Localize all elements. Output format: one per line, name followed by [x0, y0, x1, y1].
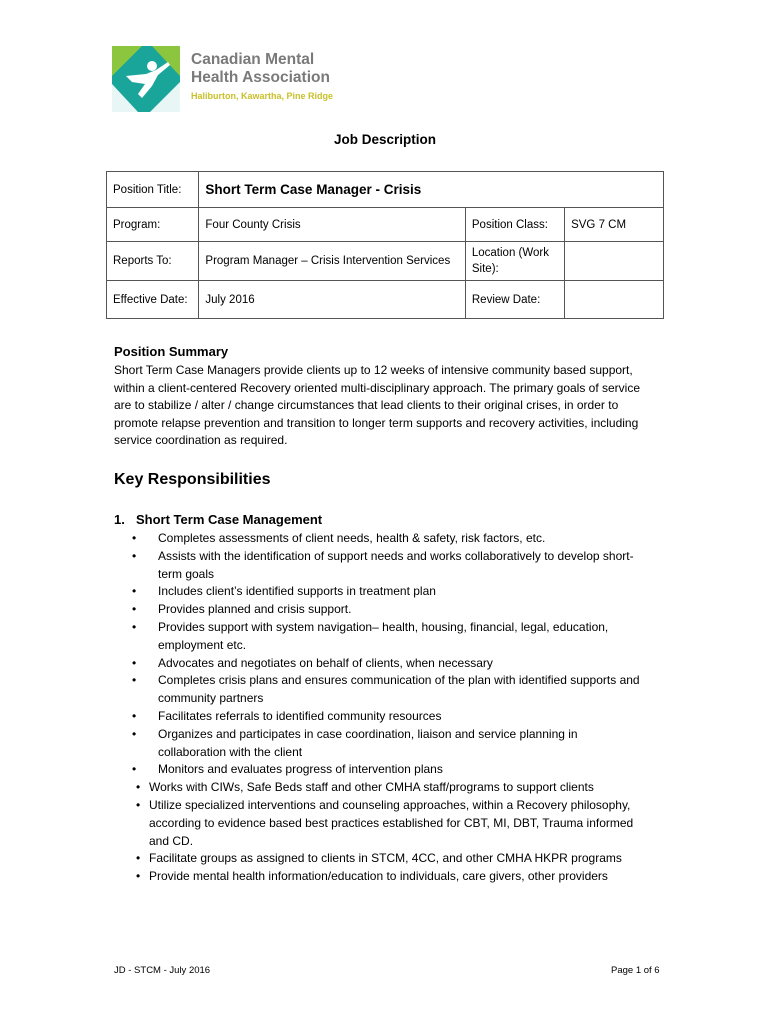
list-item-text: Provides support with system navigation– health, housing, financial, legal, education, employment etc.	[158, 619, 609, 652]
list-item-text: Includes client’s identified supports in treatment plan	[158, 584, 436, 599]
bullet-icon: •	[132, 619, 137, 634]
key-responsibilities-heading: Key Responsibilities	[114, 471, 271, 488]
program-label: Program:	[107, 208, 199, 242]
section-1-title: Short Term Case Management	[136, 512, 323, 527]
position-title-value: Short Term Case Manager - Crisis	[199, 172, 664, 208]
footer-doc-ref: JD - STCM - July 2016	[114, 965, 211, 976]
list-item-text: Advocates and negotiates on behalf of clients, when necessary	[158, 655, 493, 670]
list-item-text: Provides planned and crisis support.	[158, 602, 352, 617]
list-item-text: Monitors and evaluates progress of intervention plans	[158, 762, 443, 777]
program-value: Four County Crisis	[199, 208, 465, 242]
table-row	[107, 172, 664, 208]
list-item-text: Completes assessments of client needs, health & safety, risk factors, etc.	[158, 531, 546, 545]
section-1-heading	[114, 512, 322, 527]
list-item	[136, 779, 649, 797]
bullet-icon: •	[132, 708, 137, 723]
list-item	[132, 655, 648, 673]
list-item-text: Works with CIWs, Safe Beds staff and other CMHA staff/programs to support clients	[149, 780, 594, 795]
list-item	[132, 619, 648, 655]
position-title-label: Position Title:	[107, 172, 199, 208]
list-item	[136, 850, 649, 868]
position-summary-heading: Position Summary	[114, 344, 229, 359]
footer-page-number: Page 1 of 6	[611, 965, 660, 976]
list-item-text: Completes crisis plans and ensures communication of the plan with identified supports and community partners	[158, 673, 640, 706]
bullet-icon: •	[132, 762, 137, 777]
location-value	[565, 242, 664, 281]
list-item	[132, 761, 648, 779]
position-class-label: Position Class:	[465, 208, 564, 242]
list-item-text: Provide mental health information/education to individuals, care givers, other providers	[149, 869, 608, 884]
review-date-value	[565, 281, 664, 319]
list-item	[132, 708, 648, 726]
list-item	[132, 726, 648, 762]
document-title: Job Description	[333, 132, 436, 147]
list-item	[132, 530, 648, 548]
section-1-number: 1.	[114, 512, 125, 527]
list-item	[136, 868, 649, 886]
list-item-text: Facilitate groups as assigned to clients in STCM, 4CC, and other CMHA HKPR programs	[149, 851, 622, 866]
list-item	[132, 601, 648, 619]
bullet-icon: •	[132, 673, 137, 688]
reports-to-label: Reports To:	[107, 242, 199, 281]
table-row	[107, 208, 664, 242]
position-summary-text: Short Term Case Managers provide clients up to 12 weeks of intensive community based support, within a client-centered Recovery oriented multi-disciplinary approach. The primary goals of service are to stabilize / alter / change circumstances that lead clients to their original crises, in order to promote relapse prevention and transition to longer term supports and recovery activities, including service coordination as required.	[114, 363, 641, 447]
cmha-logo	[112, 46, 362, 112]
bullet-icon: •	[132, 655, 137, 670]
logo-subtitle: Haliburton, Kawartha, Pine Ridge	[191, 91, 334, 101]
cmha-logo-icon	[112, 46, 180, 112]
position-class-value: SVG 7 CM	[565, 208, 664, 242]
responsibilities-list	[0, 530, 649, 886]
bullet-icon: •	[132, 584, 137, 599]
list-item-text: Utilize specialized interventions and counseling approaches, within a Recovery philosophy, according to evidence based best practices established for CBT, MI, DBT, Trauma informed and CD.	[149, 797, 634, 848]
effective-date-value: July 2016	[199, 281, 465, 319]
location-label: Location (Work Site):	[465, 242, 564, 281]
table-row	[107, 242, 664, 281]
list-item-text: Assists with the identification of support needs and works collaboratively to develop short-term goals	[158, 548, 634, 581]
bullet-icon: •	[132, 726, 137, 741]
list-item	[132, 672, 648, 708]
list-item-text: Organizes and participates in case coordination, liaison and service planning in collaboration with the client	[158, 726, 578, 759]
bullet-icon: •	[136, 797, 141, 812]
reports-to-value: Program Manager – Crisis Intervention Services	[199, 242, 465, 281]
bullet-icon: •	[132, 548, 137, 563]
job-info-table	[106, 171, 664, 319]
bullet-icon: •	[132, 531, 137, 545]
list-item-text: Facilitates referrals to identified community resources	[158, 708, 442, 723]
logo-line-2: Health Association	[191, 69, 330, 86]
list-item	[136, 797, 649, 850]
bullet-icon: •	[136, 851, 141, 866]
list-item	[132, 583, 648, 601]
list-item	[132, 548, 648, 584]
bullet-icon: •	[136, 780, 141, 795]
effective-date-label: Effective Date:	[107, 281, 199, 319]
bullet-icon: •	[132, 602, 137, 617]
logo-line-1: Canadian Mental	[191, 51, 315, 68]
table-row	[107, 281, 664, 319]
review-date-label: Review Date:	[465, 281, 564, 319]
bullet-icon: •	[136, 869, 141, 884]
